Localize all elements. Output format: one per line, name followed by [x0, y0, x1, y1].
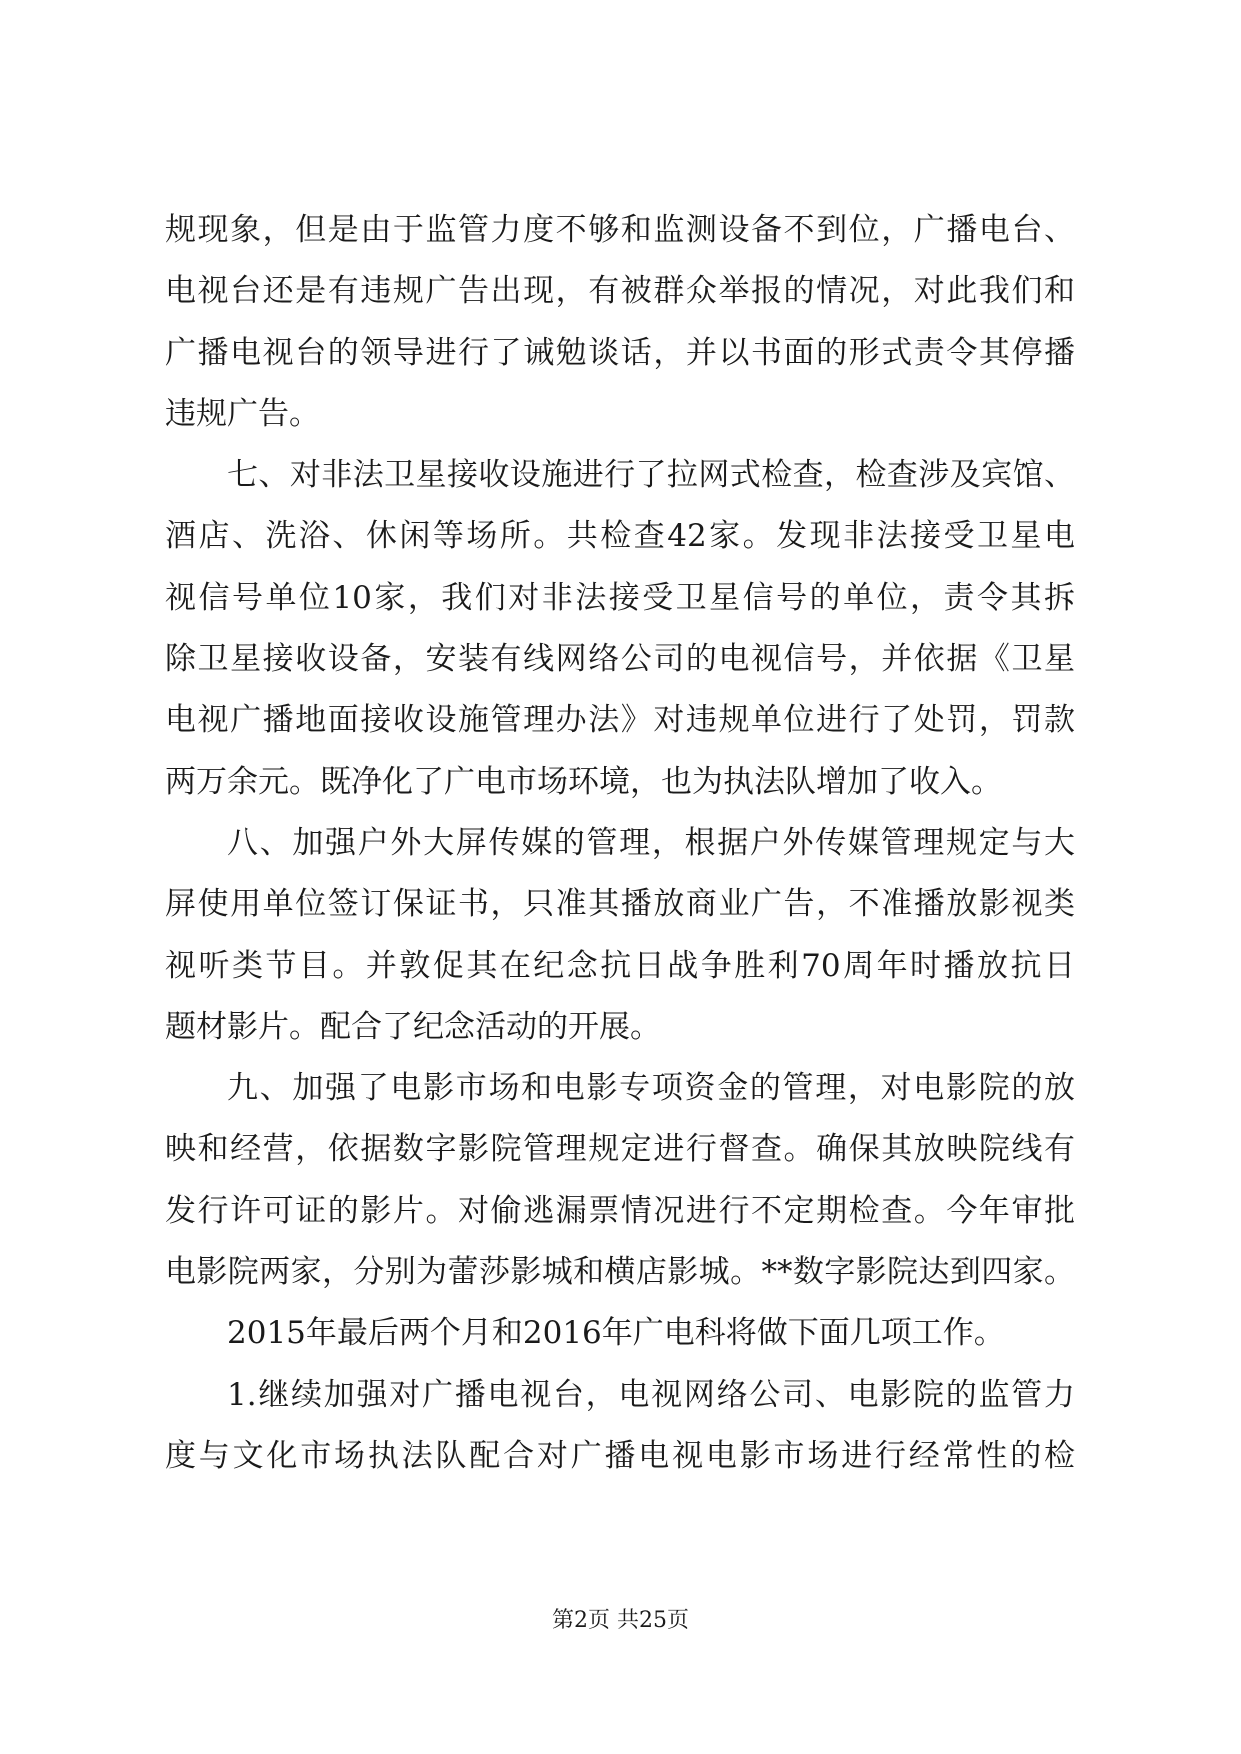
document-body	[165, 200, 1075, 1487]
text-line: 视信号单位10家，我们对非法接受卫星信号的单位，责令其拆	[165, 579, 1075, 616]
text-line: 题材影片。配合了纪念活动的开展。	[165, 1008, 661, 1045]
text-line: 九、加强了电影市场和电影专项资金的管理，对电影院的放	[227, 1070, 1075, 1107]
text-line: 七、对非法卫星接收设施进行了拉网式检查，检查涉及宾馆、	[227, 457, 1075, 494]
text-line: 两万余元。既净化了广电市场环境，也为执法队增加了收入。	[165, 763, 1002, 800]
text-line: 广播电视台的领导进行了诫勉谈话，并以书面的形式责令其停播	[165, 334, 1075, 371]
text-line: 映和经营，依据数字影院管理规定进行督查。确保其放映院线有	[165, 1131, 1075, 1168]
text-line: 电视广播地面接收设施管理办法》对违规单位进行了处罚，罚款	[165, 702, 1075, 739]
text-line: 视听类节目。并敦促其在纪念抗日战争胜利70周年时播放抗日	[165, 947, 1075, 984]
text-line: 除卫星接收设备，安装有线网络公司的电视信号，并依据《卫星	[165, 641, 1075, 678]
text-line: 2015年最后两个月和2016年广电科将做下面几项工作。	[227, 1315, 1005, 1352]
text-line: 八、加强户外大屏传媒的管理，根据户外传媒管理规定与大	[227, 824, 1075, 861]
page-number-footer: 第2页 共25页	[552, 1608, 689, 1633]
text-line: 规现象，但是由于监管力度不够和监测设备不到位，广播电台、	[165, 212, 1075, 248]
text-line: 发行许可证的影片。对偷逃漏票情况进行不定期检查。今年审批	[165, 1192, 1075, 1229]
text-line: 电影院两家，分别为蕾莎影城和横店影城。**数字影院达到四家。	[165, 1254, 1075, 1291]
text-line: 屏使用单位签订保证书，只准其播放商业广告，不准播放影视类	[165, 886, 1075, 923]
text-line: 度与文化市场执法队配合对广播电视电影市场进行经常性的检	[165, 1437, 1075, 1474]
text-line: 酒店、洗浴、休闲等场所。共检查42家。发现非法接受卫星电	[165, 518, 1075, 555]
text-line: 1.继续加强对广播电视台，电视网络公司、电影院的监管力	[227, 1376, 1075, 1413]
text-line: 电视台还是有违规广告出现，有被群众举报的情况，对此我们和	[165, 273, 1075, 310]
text-line: 违规广告。	[165, 395, 320, 432]
